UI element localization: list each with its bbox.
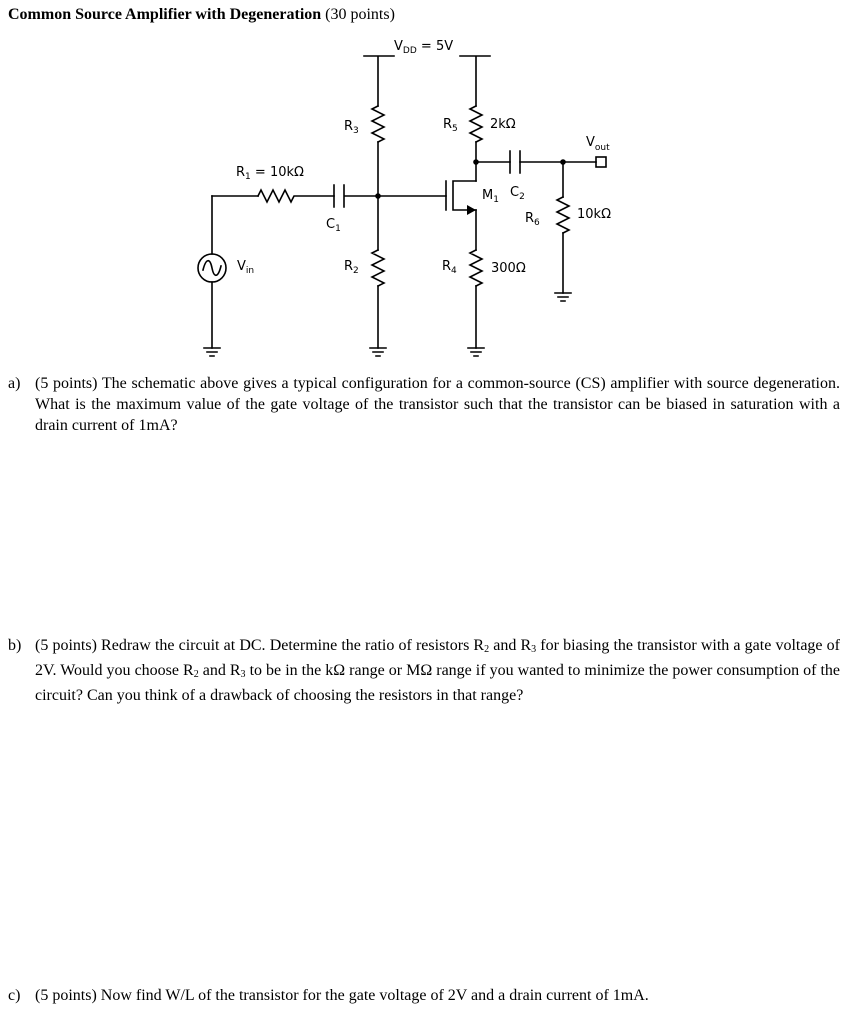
ground-r4: [468, 348, 484, 356]
junction-dot: [473, 159, 479, 165]
mosfet-m1: [446, 181, 476, 210]
vout-terminal: [596, 157, 606, 167]
junction-dot: [375, 193, 381, 199]
vin-label: $V_{in}$: [237, 259, 255, 276]
question-b-text: (5 points) Redraw the circuit at DC. Determine the ratio of resistors $R_2$ and $R_3$ for biasing the transistor with a gate voltage of 2V. Would you choose $R_2$ and $R_3$ to be in the kΩ range or MΩ range if you wanted to minimize the power consumption of the circuit? Can you think of a drawback of choosing the resistors in that range?: [35, 637, 841, 704]
vdd-label: $V_{DD} = 5V$: [394, 39, 454, 56]
m1-label: $M_1$: [482, 188, 499, 205]
junction-dot: [560, 159, 566, 165]
title-points: (30 points): [325, 6, 395, 23]
r4-label: $R_4$: [442, 259, 457, 276]
r5-resistor: [470, 106, 482, 142]
r6-resistor: [557, 197, 569, 233]
r2-label: $R_2$: [344, 259, 359, 276]
c2-capacitor: [510, 151, 520, 173]
c1-capacitor: [334, 185, 344, 207]
question-c-label: c): [8, 987, 21, 1004]
r4-value: 300Ω: [491, 261, 526, 276]
question-b: [8, 635, 840, 706]
r1-label: $R_1 = 10k\Omega$: [236, 165, 304, 182]
r4-resistor: [470, 250, 482, 286]
question-b-label: b): [8, 637, 22, 654]
circuit-schematic: [0, 0, 845, 370]
vin-sine: [203, 261, 221, 276]
r6-label: $R_6$: [525, 211, 540, 228]
ground-r6: [555, 293, 571, 301]
c2-label: $C_2$: [510, 185, 525, 202]
vout-label: $V_{out}$: [586, 135, 610, 153]
r6-value: 10kΩ: [577, 207, 612, 222]
r2-resistor: [372, 250, 384, 286]
mosfet-arrow: [467, 205, 476, 215]
ground-r2: [370, 348, 386, 356]
question-a-text: (5 points) The schematic above gives a typical configuration for a common-source (CS) amplifier with source degeneration. What is the maximum value of the gate voltage of the transistor such that the transistor can be biased in saturation with a drain current of 1mA?: [35, 375, 840, 434]
vdd-rail-right: [460, 56, 490, 106]
question-c-text: (5 points) Now find W/L of the transistor for the gate voltage of 2V and a drain current of 1mA.: [35, 987, 649, 1004]
ground-vin: [204, 348, 220, 356]
r1-resistor: [258, 190, 334, 202]
vdd-rail-left: [364, 56, 394, 106]
c1-label: $C_1$: [326, 217, 341, 234]
r5-label: $R_5$: [443, 117, 458, 134]
question-c: [8, 985, 840, 1006]
question-a: [8, 373, 840, 436]
r3-label: $R_3$: [344, 119, 359, 136]
question-a-label: a): [8, 375, 21, 392]
title-bold: Common Source Amplifier with Degeneration: [8, 6, 322, 23]
r5-value: 2kΩ: [490, 117, 516, 132]
r3-resistor: [372, 106, 384, 142]
